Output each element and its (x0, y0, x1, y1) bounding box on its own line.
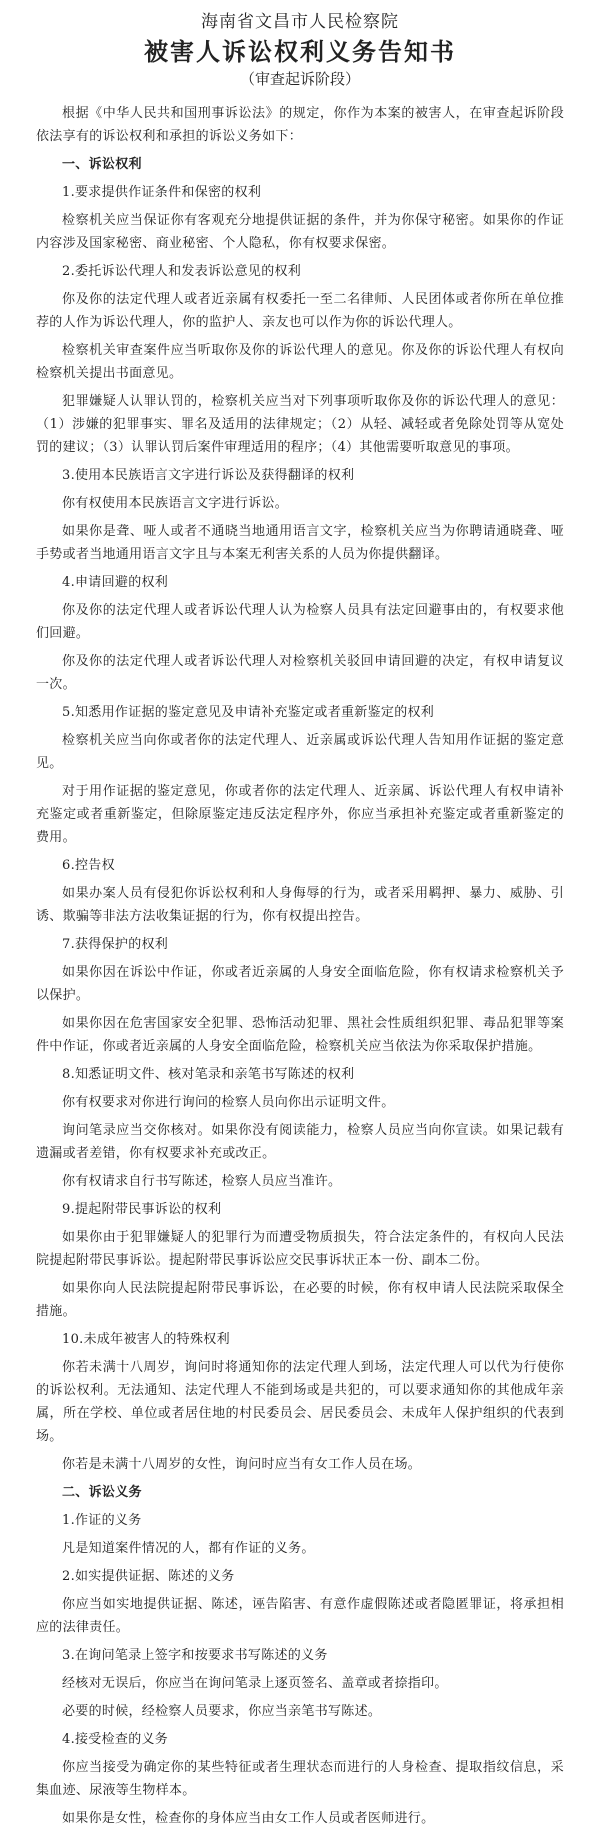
right-4-title: 4.申请回避的权利 (62, 575, 169, 590)
right-6-title: 6.控告权 (62, 858, 115, 873)
right-6-text: 如果办案人员有侵犯你诉讼权利和人身侮辱的行为，或者采用羁押、暴力、威胁、引诱、欺骗等非法方法收集证据的行为，你有权提出控告。 (36, 886, 564, 924)
right-5-text-1: 检察机关应当向你或者你的法定代理人、近亲属或诉讼代理人告知用作证据的鉴定意见。 (36, 733, 564, 771)
right-7-text-2: 如果你因在危害国家安全犯罪、恐怖活动犯罪、黑社会性质组织犯罪、毒品犯罪等案件中作证，你或者近亲属的人身安全面临危险，检察机关应当依法为你采取保护措施。 (36, 1016, 564, 1054)
right-7-text-1: 如果你因在诉讼中作证，你或者近亲属的人身安全面临危险，你有权请求检察机关予以保护。 (36, 965, 564, 1003)
right-2-text-2: 检察机关审查案件应当听取你及你的诉讼代理人的意见。你及你的诉讼代理人有权向检察机关提出书面意见。 (36, 343, 564, 381)
right-10-text-2: 你若是未满十八周岁的女性，询问时应当有女工作人员在场。 (62, 1457, 422, 1472)
right-8-text-3: 你有权请求自行书写陈述，检察人员应当准许。 (62, 1174, 342, 1189)
right-9-text-2: 如果你向人民法院提起附带民事诉讼，在必要的时候，你有权申请人民法院采取保全措施。 (36, 1281, 564, 1319)
right-3-text-1: 你有权使用本民族语言文字进行诉讼。 (62, 496, 289, 511)
duty-4-text-2: 如果你是女性，检查你的身体应当由女工作人员或者医师进行。 (62, 1811, 435, 1826)
duty-1-title: 1.作证的义务 (62, 1513, 142, 1528)
right-8-text-2: 询问笔录应当交你核对。如果你没有阅读能力，检察人员应当向你宣读。如果记载有遗漏或者差错，你有权要求补充或改正。 (36, 1123, 564, 1161)
duty-4-title: 4.接受检查的义务 (62, 1732, 169, 1747)
right-3-title: 3.使用本民族语言文字进行诉讼及获得翻译的权利 (62, 468, 355, 483)
document-title: 被害人诉讼权利义务告知书 (144, 37, 456, 66)
right-4-text-1: 你及你的法定代理人或者诉讼代理人认为检察人员具有法定回避事由的，有权要求他们回避。 (36, 603, 564, 641)
right-5-title: 5.知悉用作证据的鉴定意见及申请补充鉴定或者重新鉴定的权利 (62, 705, 435, 720)
right-2-text-1: 你及你的法定代理人或者近亲属有权委托一至二名律师、人民团体或者你所在单位推荐的人作为诉讼代理人，你的监护人、亲友也可以作为你的诉讼代理人。 (36, 292, 564, 330)
right-8-text-1: 你有权要求对你进行询问的检察人员向你出示证明文件。 (62, 1095, 395, 1110)
right-7-title: 7.获得保护的权利 (62, 937, 169, 952)
right-10-text-1: 你若未满十八周岁，询问时将通知你的法定代理人到场，法定代理人可以代为行使你的诉讼权利。无法通知、法定代理人不能到场或是共犯的，可以要求通知你的其他成年亲属，所在学校、单位或者居住地的村民委员会、居民委员会、未成年人保护组织的代表到场。 (36, 1360, 564, 1444)
right-1-title: 1.要求提供作证条件和保密的权利 (62, 185, 262, 200)
duty-1-text: 凡是知道案件情况的人，都有作证的义务。 (62, 1541, 315, 1556)
organization-name: 海南省文昌市人民检察院 (201, 12, 399, 32)
duty-2-title: 2.如实提供证据、陈述的义务 (62, 1569, 235, 1584)
section-heading-obligations: 二、诉讼义务 (62, 1485, 142, 1500)
right-2-title: 2.委托诉讼代理人和发表诉讼意见的权利 (62, 264, 302, 279)
right-9-text-1: 如果你由于犯罪嫌疑人的犯罪行为而遭受物质损失，符合法定条件的，有权向人民法院提起附带民事诉讼。提起附带民事诉讼应交民事诉状正本一份、副本二份。 (36, 1230, 564, 1268)
intro-paragraph: 根据《中华人民共和国刑事诉讼法》的规定，你作为本案的被害人，在审查起诉阶段依法享有的诉讼权利和承担的诉讼义务如下： (36, 106, 564, 144)
right-10-title: 10.未成年被害人的特殊权利 (62, 1332, 230, 1347)
right-8-title: 8.知悉证明文件、核对笔录和亲笔书写陈述的权利 (62, 1067, 355, 1082)
section-heading-rights: 一、诉讼权利 (62, 157, 142, 172)
right-3-text-2: 如果你是聋、哑人或者不通晓当地通用语言文字，检察机关应当为你聘请通晓聋、哑手势或者当地通用语言文字且与本案无利害关系的人员为你提供翻译。 (36, 524, 564, 562)
duty-3-text-2: 必要的时候，经检察人员要求，你应当亲笔书写陈述。 (62, 1704, 382, 1719)
duty-4-text-1: 你应当接受为确定你的某些特征或者生理状态而进行的人身检查、提取指纹信息，采集血迹、尿液等生物样本。 (36, 1760, 564, 1798)
duty-3-title: 3.在询问笔录上签字和按要求书写陈述的义务 (62, 1648, 328, 1663)
duty-3-text-1: 经核对无误后，你应当在询问笔录上逐页签名、盖章或者捺指印。 (62, 1676, 448, 1691)
stage-subtitle: （审查起诉阶段） (239, 70, 360, 88)
right-5-text-2: 对于用作证据的鉴定意见，你或者你的法定代理人、近亲属、诉讼代理人有权申请补充鉴定或者重新鉴定，但除原鉴定违反法定程序外，你应当承担补充鉴定或者重新鉴定的费用。 (36, 784, 564, 845)
duty-2-text: 你应当如实地提供证据、陈述，诬告陷害、有意作虚假陈述或者隐匿罪证，将承担相应的法律责任。 (36, 1597, 564, 1635)
right-4-text-2: 你及你的法定代理人或者诉讼代理人对检察机关驳回申请回避的决定，有权申请复议一次。 (36, 654, 564, 692)
right-1-text: 检察机关应当保证你有客观充分地提供证据的条件，并为你保守秘密。如果你的作证内容涉及国家秘密、商业秘密、个人隐私，你有权要求保密。 (36, 213, 564, 251)
right-9-title: 9.提起附带民事诉讼的权利 (62, 1202, 222, 1217)
right-2-text-3: 犯罪嫌疑人认罪认罚的，检察机关应当对下列事项听取你及你的诉讼代理人的意见：（1）涉嫌的犯罪事实、罪名及适用的法律规定；（2）从轻、减轻或者免除处罚等从宽处罚的建议；（3）认罪认罚后案件审理适用的程序；（4）其他需要听取意见的事项。 (36, 394, 564, 455)
